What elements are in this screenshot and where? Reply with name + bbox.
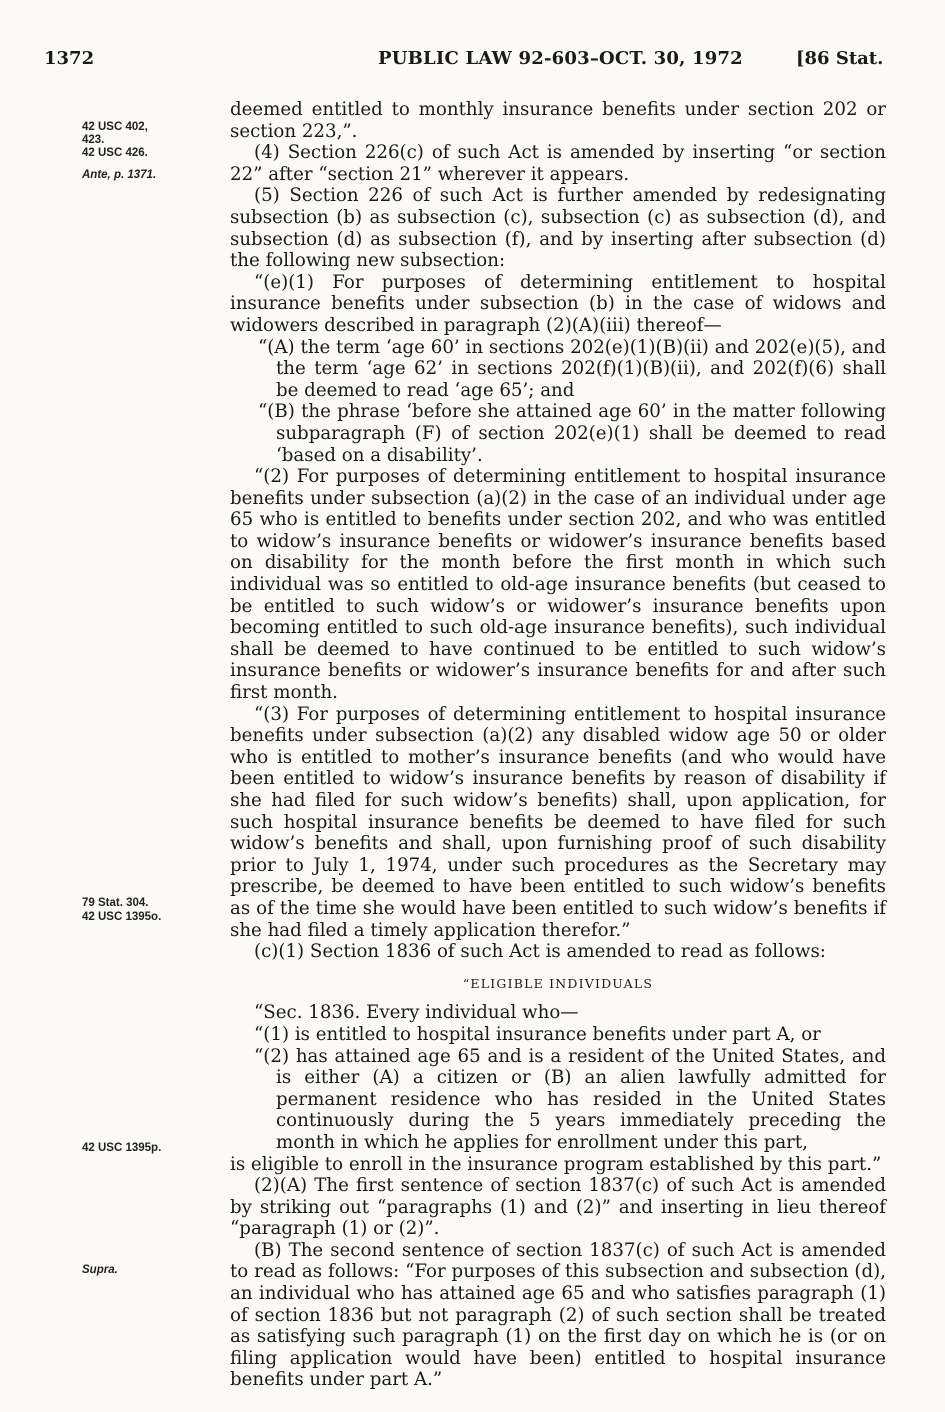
page-number: 1372 xyxy=(44,48,95,69)
paragraph: (2)(A) The first sentence of section 1837(c) of such Act is amended by striking out “paragraphs (1) and (2)” and inserting in lieu thereof “paragraph (1) or (2)”. xyxy=(230,1175,886,1240)
margin-note: 42 USC 402, xyxy=(82,121,148,133)
paragraph: (c)(1) Section 1836 of such Act is amended to read as follows: xyxy=(254,941,826,963)
paragraph: “(2) For purposes of determining entitlement to hospital insurance benefits under subsection (a)(2) in the case of an individual under age 65 who is entitled to benefits under section 202, and who was entitled to widow’s insurance benefits or widower’s insurance benefits based on disability for the month before the first month in which such individual was so entitled to old-age insurance benefits (but ceased to be entitled to such widow’s or widower’s insurance benefits upon becoming entitled to such old-age insurance benefits), such individual shall be deemed to have continued to be entitled to such widow’s insurance benefits or widower’s insurance benefits for and after such first month. xyxy=(230,466,886,704)
margin-note: Supra. xyxy=(82,1264,118,1276)
margin-note: 42 USC 426. xyxy=(82,147,148,159)
paragraph: (B) The second sentence of section 1837(c) of such Act is amended to read as follows: “For purposes of this subsection and subsection (d), an individual who has attained age 65 and who satisfies paragraph (1) of section 1836 but not paragraph (2) of such section shall be treated as satisfying such paragraph (1) on the first day on which he is (or on filing application would have been) entitled to hospital insurance benefits under part A.” xyxy=(230,1239,886,1391)
paragraph: “Sec. 1836. Every individual who— xyxy=(254,1002,579,1024)
margin-note: 423. xyxy=(82,134,105,146)
paragraph: deemed entitled to monthly insurance benefits under section 202 or section 223,”. xyxy=(230,99,886,142)
paragraph: is eligible to enroll in the insurance program established by this part.” xyxy=(230,1153,882,1175)
margin-note: Ante, p. 1371. xyxy=(82,169,157,181)
running-title: PUBLIC LAW 92-603–OCT. 30, 1972 xyxy=(378,48,743,69)
paragraph: (5) Section 226 of such Act is further amended by redesignating subsection (b) as subsection (c), subsection (c) as subsection (d), and subsection (d) as subsection (f), and by inserting after subsection (d) the following new subsection: xyxy=(230,185,886,272)
subparagraph: “(B) the phrase ‘before she attained age 60’ in the matter following subparagraph (F) of section 202(e)(1) shall be deemed to read ‘based on a disability’. xyxy=(258,401,886,466)
list-item: “(2) has attained age 65 and is a resident of the United States, and is either (A) a citizen or (B) an alien lawfully admitted for permanent residence who has resided in the United States continuously during the 5 years immediately preceding the month in which he applies for enrollment under this part, xyxy=(254,1045,886,1153)
statute-reference: [86 Stat. xyxy=(796,48,884,69)
margin-note: 42 USC 1395o. xyxy=(82,911,162,923)
section-heading: “ELIGIBLE INDIVIDUALS xyxy=(462,975,654,991)
margin-note: 42 USC 1395p. xyxy=(82,1142,162,1154)
paragraph: (4) Section 226(c) of such Act is amended by inserting “or section 22” after “section 21” wherever it appears. xyxy=(230,142,886,185)
paragraph: “(e)(1) For purposes of determining entitlement to hospital insurance benefits under subsection (b) in the case of widows and widowers described in paragraph (2)(A)(iii) thereof— xyxy=(230,271,886,336)
paragraph: “(3) For purposes of determining entitlement to hospital insurance benefits under subsection (a)(2) any disabled widow age 50 or older who is entitled to mother’s insurance benefits (and who would have been entitled to widow’s insurance benefits by reason of disability if she had filed for such widow’s benefits) shall, upon application, for such hospital insurance benefits be deemed to have filed for such widow’s benefits and shall, upon furnishing proof of such disability prior to July 1, 1974, under such procedures as the Secretary may prescribe, be deemed to have been entitled to such widow’s benefits as of the time she would have been entitled to such widow’s benefits if she had filed a timely application therefor.” xyxy=(230,703,886,941)
subparagraph: “(A) the term ‘age 60’ in sections 202(e)(1)(B)(ii) and 202(e)(5), and the term ‘age 62’ in sections 202(f)(1)(B)(ii), and 202(f)(6) shall be deemed to read ‘age 65’; and xyxy=(258,336,886,401)
list-item: “(1) is entitled to hospital insurance benefits under part A, or xyxy=(254,1023,821,1045)
margin-notes xyxy=(82,0,222,1412)
statute-body xyxy=(230,99,886,1391)
margin-note: 79 Stat. 304. xyxy=(82,897,149,909)
